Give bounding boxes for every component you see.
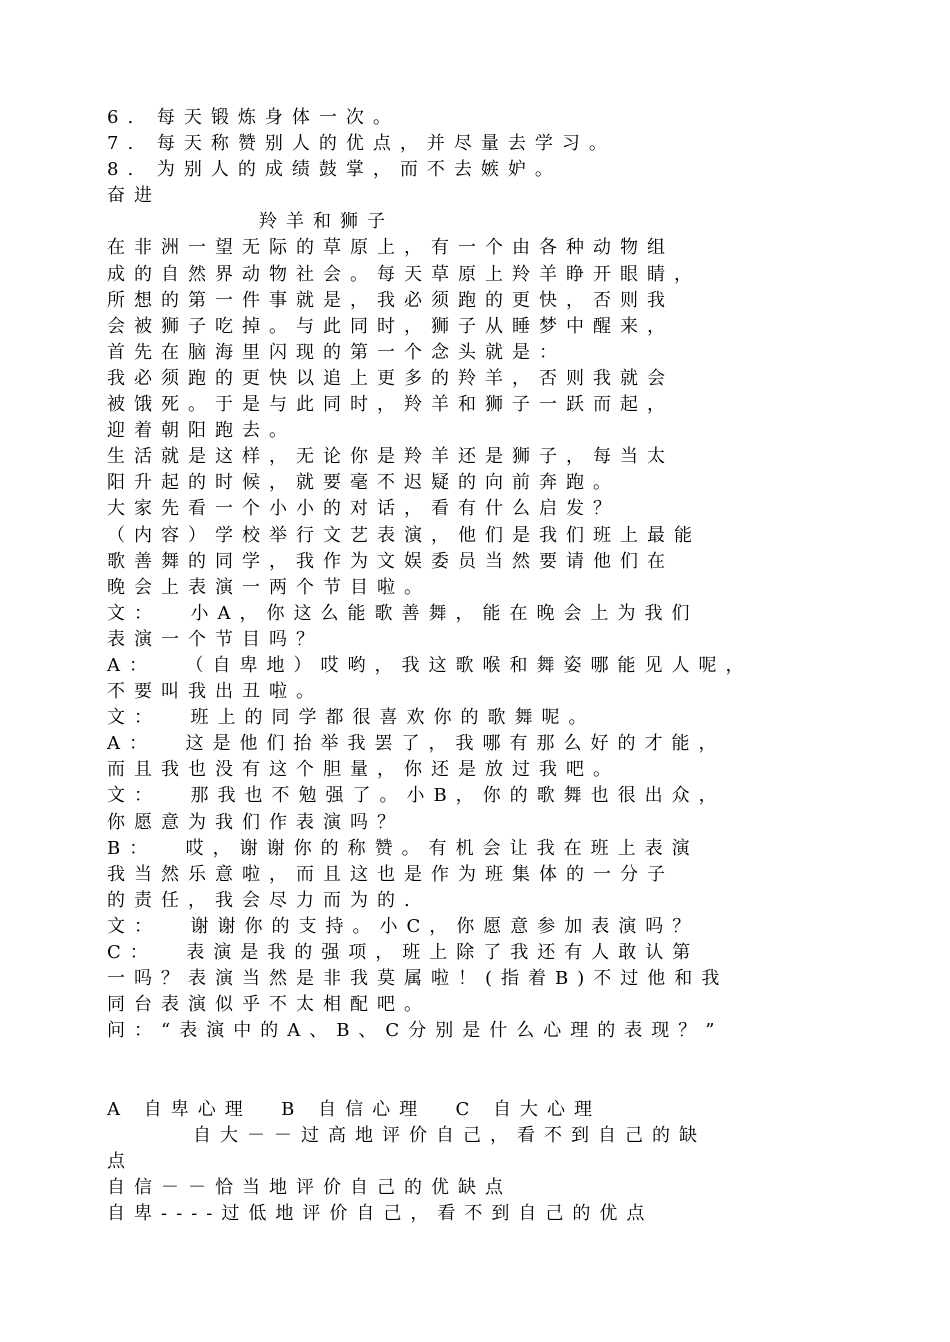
dialogue-line: B： 哎，谢谢你的称赞。有机会让我在班上表演 — [107, 837, 699, 859]
section-heading: 奋进 — [107, 185, 161, 207]
definition-line: 自大－－过高地评价自己，看不到自己的缺 — [193, 1124, 706, 1146]
definition-line: 自信－－恰当地评价自己的优缺点 — [107, 1176, 512, 1198]
dialogue-line: （内容）学校举行文艺表演，他们是我们班上最能 — [107, 524, 701, 546]
answer-line: A 自卑心理 B 自信心理 C 自大心理 — [107, 1098, 602, 1120]
dialogue-line: C： 表演是我的强项，班上除了我还有人敢认第 — [107, 942, 700, 963]
story-line: 被饿死。于是与此同时，羚羊和狮子一跃而起， — [107, 394, 674, 416]
story-line: 在非洲一望无际的草原上，有一个由各种动物组 — [107, 237, 674, 259]
story-line: 首先在脑海里闪现的第一个念头就是： — [107, 341, 566, 363]
dialogue-line: 文： 谢谢你的支持。小C，你愿意参加表演吗？ — [107, 915, 700, 937]
dialogue-line: 大家先看一个小小的对话，看有什么启发？ — [107, 498, 620, 520]
list-item: 8. 为别人的成绩鼓掌，而不去嫉妒。 — [107, 159, 562, 181]
dialogue-line: 一吗？表演当然是非我莫属啦！(指着B)不过他和我 — [107, 968, 729, 990]
document-body — [107, 105, 867, 1227]
dialogue-line: 我当然乐意啦，而且这也是作为班集体的一分子 — [107, 863, 674, 885]
dialogue-line: 不要叫我出丑啦。 — [107, 681, 323, 703]
story-line: 所想的第一件事就是，我必须跑的更快，否则我 — [107, 289, 674, 311]
story-line: 成的自然界动物社会。每天草原上羚羊睁开眼睛， — [107, 263, 701, 285]
dialogue-line: A： （自卑地）哎哟，我这歌喉和舞姿哪能见人呢， — [107, 654, 753, 676]
dialogue-line: 文： 那我也不勉强了。小B，你的歌舞也很出众， — [107, 785, 726, 807]
dialogue-line: 你愿意为我们作表演吗？ — [107, 811, 404, 833]
blank-line — [107, 1070, 867, 1096]
definition-line: 点 — [107, 1150, 134, 1172]
story-line: 会被狮子吃掉。与此同时，狮子从睡梦中醒来， — [107, 315, 674, 337]
dialogue-line: 而且我也没有这个胆量，你还是放过我吧。 — [107, 759, 620, 781]
list-item: 7. 每天称赞别人的优点，并尽量去学习。 — [107, 133, 616, 155]
dialogue-line: 文： 小A，你这么能歌善舞，能在晚会上为我们 — [107, 602, 699, 624]
story-line: 我必须跑的更快以追上更多的羚羊，否则我就会 — [107, 367, 674, 389]
story-line: 迎着朝阳跑去。 — [107, 420, 296, 442]
dialogue-line: 歌善舞的同学，我作为文娱委员当然要请他们在 — [107, 550, 674, 572]
dialogue-line: A： 这是他们抬举我罢了，我哪有那么好的才能， — [107, 733, 726, 755]
dialogue-line: 同台表演似乎不太相配吧。 — [107, 994, 431, 1016]
question-line: 问：“表演中的A、B、C分别是什么心理的表现？” — [107, 1020, 724, 1042]
story-title: 羚羊和狮子 — [259, 211, 394, 233]
definition-line: 自卑----过低地评价自己，看不到自己的优点 — [107, 1202, 654, 1224]
dialogue-line: 文： 班上的同学都很喜欢你的歌舞呢。 — [107, 707, 596, 729]
dialogue-line: 的责任，我会尽力而为的. — [107, 889, 419, 911]
story-line: 生活就是这样，无论你是羚羊还是狮子，每当太 — [107, 446, 674, 468]
dialogue-line: 表演一个节目吗？ — [107, 628, 323, 650]
story-line: 阳升起的时候，就要毫不迟疑的向前奔跑。 — [107, 472, 620, 494]
blank-line — [107, 1044, 867, 1070]
dialogue-line: 晚会上表演一两个节目啦。 — [107, 576, 431, 598]
list-item: 6. 每天锻炼身体一次。 — [107, 107, 400, 128]
